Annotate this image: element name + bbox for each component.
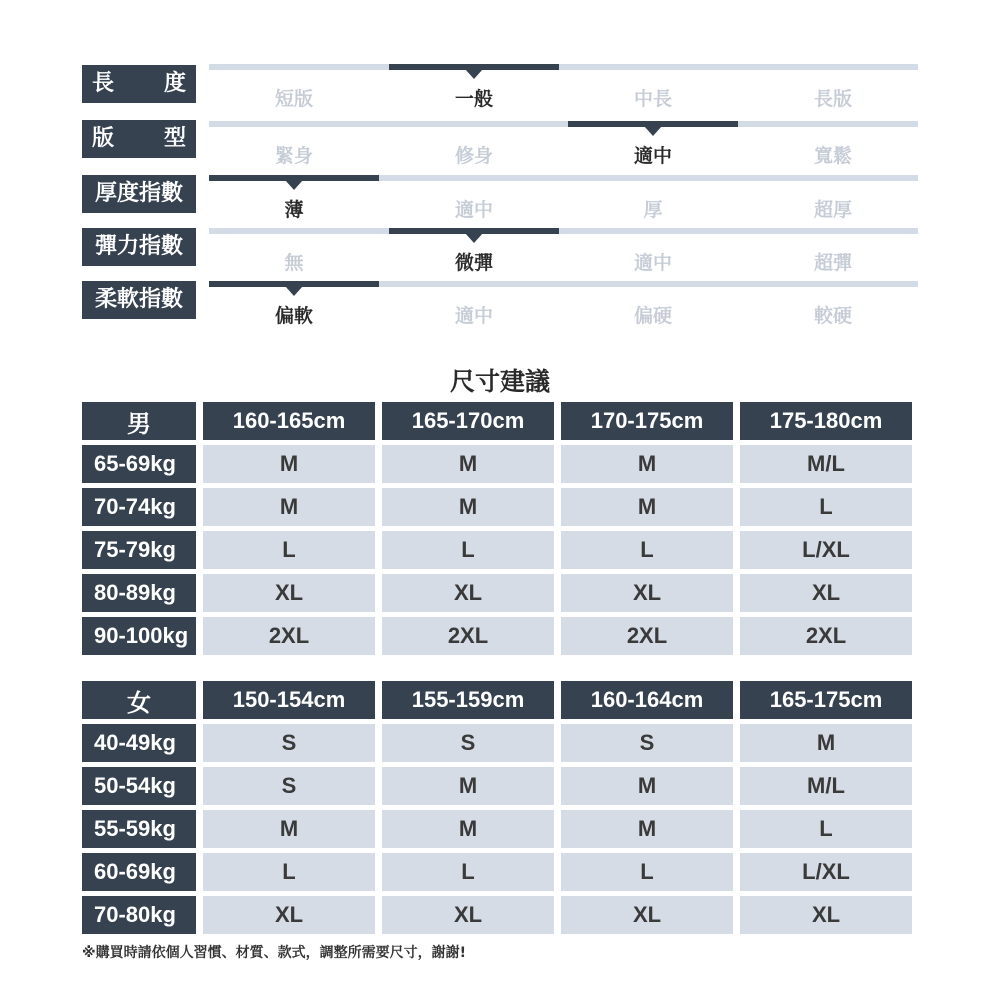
table-row	[82, 445, 912, 483]
size-cell: XL	[561, 896, 733, 934]
men-height-col-4: 175-180cm	[740, 402, 912, 440]
thickness-scale-track	[209, 175, 918, 181]
length-scale-track	[209, 64, 918, 70]
fit-label	[82, 120, 196, 158]
size-cell: XL	[561, 574, 733, 612]
size-cell: XL	[740, 574, 912, 612]
table-row	[82, 810, 912, 848]
size-cell: M	[203, 445, 375, 483]
men-header-row	[82, 402, 912, 440]
men-weight-label: 80-89kg	[82, 574, 196, 612]
women-weight-label: 50-54kg	[82, 767, 196, 805]
length-label	[82, 65, 196, 103]
size-cell: L	[382, 853, 554, 891]
size-cell: M	[382, 810, 554, 848]
table-row	[82, 896, 912, 934]
men-height-col-1: 160-165cm	[203, 402, 375, 440]
fit-scale-track	[209, 121, 918, 127]
men-height-col-3: 170-175cm	[561, 402, 733, 440]
women-height-col-2: 155-159cm	[382, 681, 554, 719]
size-cell: M	[561, 488, 733, 526]
fit-label-char-2: 型	[163, 126, 186, 151]
size-cell: L	[203, 853, 375, 891]
elasticity-option-none: 無	[284, 252, 304, 274]
size-cell: L	[561, 531, 733, 569]
softness-label: 柔軟指數	[82, 281, 196, 319]
size-cell: S	[203, 767, 375, 805]
size-cell: 2XL	[203, 617, 375, 655]
softness-option-medium: 適中	[454, 305, 493, 327]
women-weight-label: 70-80kg	[82, 896, 196, 934]
size-cell: S	[203, 724, 375, 762]
size-cell: M	[561, 767, 733, 805]
length-option-regular: 一般	[454, 88, 493, 110]
women-weight-label: 60-69kg	[82, 853, 196, 891]
elasticity-option-slight: 微彈	[454, 252, 493, 274]
fit-option-tight: 緊身	[274, 145, 313, 167]
size-cell: M	[203, 488, 375, 526]
softness-scale-track	[209, 281, 918, 287]
thickness-option-extra-thick: 超厚	[813, 199, 852, 221]
softness-option-firm: 偏硬	[633, 305, 672, 327]
size-cell: L	[561, 853, 733, 891]
size-cell: M	[382, 445, 554, 483]
softness-option-soft: 偏軟	[274, 305, 313, 327]
fit-option-regular: 適中	[633, 145, 672, 167]
fit-selected-marker	[568, 121, 738, 127]
men-height-col-2: 165-170cm	[382, 402, 554, 440]
size-cell: L	[740, 810, 912, 848]
women-weight-label: 40-49kg	[82, 724, 196, 762]
length-option-short: 短版	[274, 88, 313, 110]
men-weight-label: 75-79kg	[82, 531, 196, 569]
size-cell: M	[382, 488, 554, 526]
size-cell: M/L	[740, 445, 912, 483]
size-cell: XL	[740, 896, 912, 934]
table-row	[82, 724, 912, 762]
size-cell: M	[561, 445, 733, 483]
size-cell: XL	[203, 896, 375, 934]
women-header-row	[82, 681, 912, 719]
softness-selected-marker	[209, 281, 379, 287]
size-cell: 2XL	[561, 617, 733, 655]
size-guide-title: 尺寸建議	[449, 367, 550, 396]
size-cell: M	[203, 810, 375, 848]
women-height-col-3: 160-164cm	[561, 681, 733, 719]
size-cell: L/XL	[740, 531, 912, 569]
women-height-col-4: 165-175cm	[740, 681, 912, 719]
men-weight-label: 90-100kg	[82, 617, 196, 655]
size-cell: M	[561, 810, 733, 848]
size-cell: XL	[382, 896, 554, 934]
thickness-option-thin: 薄	[284, 199, 304, 221]
thickness-option-medium: 適中	[454, 199, 493, 221]
women-weight-label: 55-59kg	[82, 810, 196, 848]
men-weight-label: 70-74kg	[82, 488, 196, 526]
size-cell: L/XL	[740, 853, 912, 891]
size-cell: 2XL	[740, 617, 912, 655]
size-cell: M/L	[740, 767, 912, 805]
men-header: 男	[82, 402, 196, 440]
length-label-char-2: 度	[163, 71, 186, 96]
men-weight-label: 65-69kg	[82, 445, 196, 483]
size-cell: L	[740, 488, 912, 526]
softness-option-stiff: 較硬	[813, 305, 852, 327]
women-header: 女	[82, 681, 196, 719]
women-height-col-1: 150-154cm	[203, 681, 375, 719]
elasticity-label: 彈力指數	[82, 228, 196, 266]
elasticity-selected-marker	[389, 228, 559, 234]
elasticity-scale-track	[209, 228, 918, 234]
table-row	[82, 488, 912, 526]
thickness-selected-marker	[209, 175, 379, 181]
fit-label-char-1: 版	[92, 126, 115, 151]
thickness-option-thick: 厚	[643, 199, 663, 221]
thickness-label: 厚度指數	[82, 175, 196, 213]
footnote: ※購買時請依個人習慣、材質、款式，調整所需要尺寸，謝謝!	[82, 945, 466, 961]
length-selected-marker	[389, 64, 559, 70]
length-option-long: 長版	[813, 88, 852, 110]
size-cell: XL	[203, 574, 375, 612]
elasticity-option-high: 超彈	[813, 252, 852, 274]
fit-option-slim: 修身	[454, 145, 493, 167]
size-cell: S	[561, 724, 733, 762]
size-cell: XL	[382, 574, 554, 612]
fit-option-loose: 寬鬆	[813, 145, 852, 167]
women-size-table	[75, 676, 919, 939]
table-row	[82, 767, 912, 805]
size-cell: M	[740, 724, 912, 762]
size-cell: 2XL	[382, 617, 554, 655]
table-row	[82, 574, 912, 612]
elasticity-option-medium: 適中	[633, 252, 672, 274]
length-option-mid-long: 中長	[633, 88, 672, 110]
table-row	[82, 531, 912, 569]
size-cell: M	[382, 767, 554, 805]
size-cell: S	[382, 724, 554, 762]
men-size-table	[75, 397, 919, 660]
length-label-char-1: 長	[92, 71, 115, 96]
table-row	[82, 617, 912, 655]
table-row	[82, 853, 912, 891]
size-cell: L	[203, 531, 375, 569]
size-cell: L	[382, 531, 554, 569]
